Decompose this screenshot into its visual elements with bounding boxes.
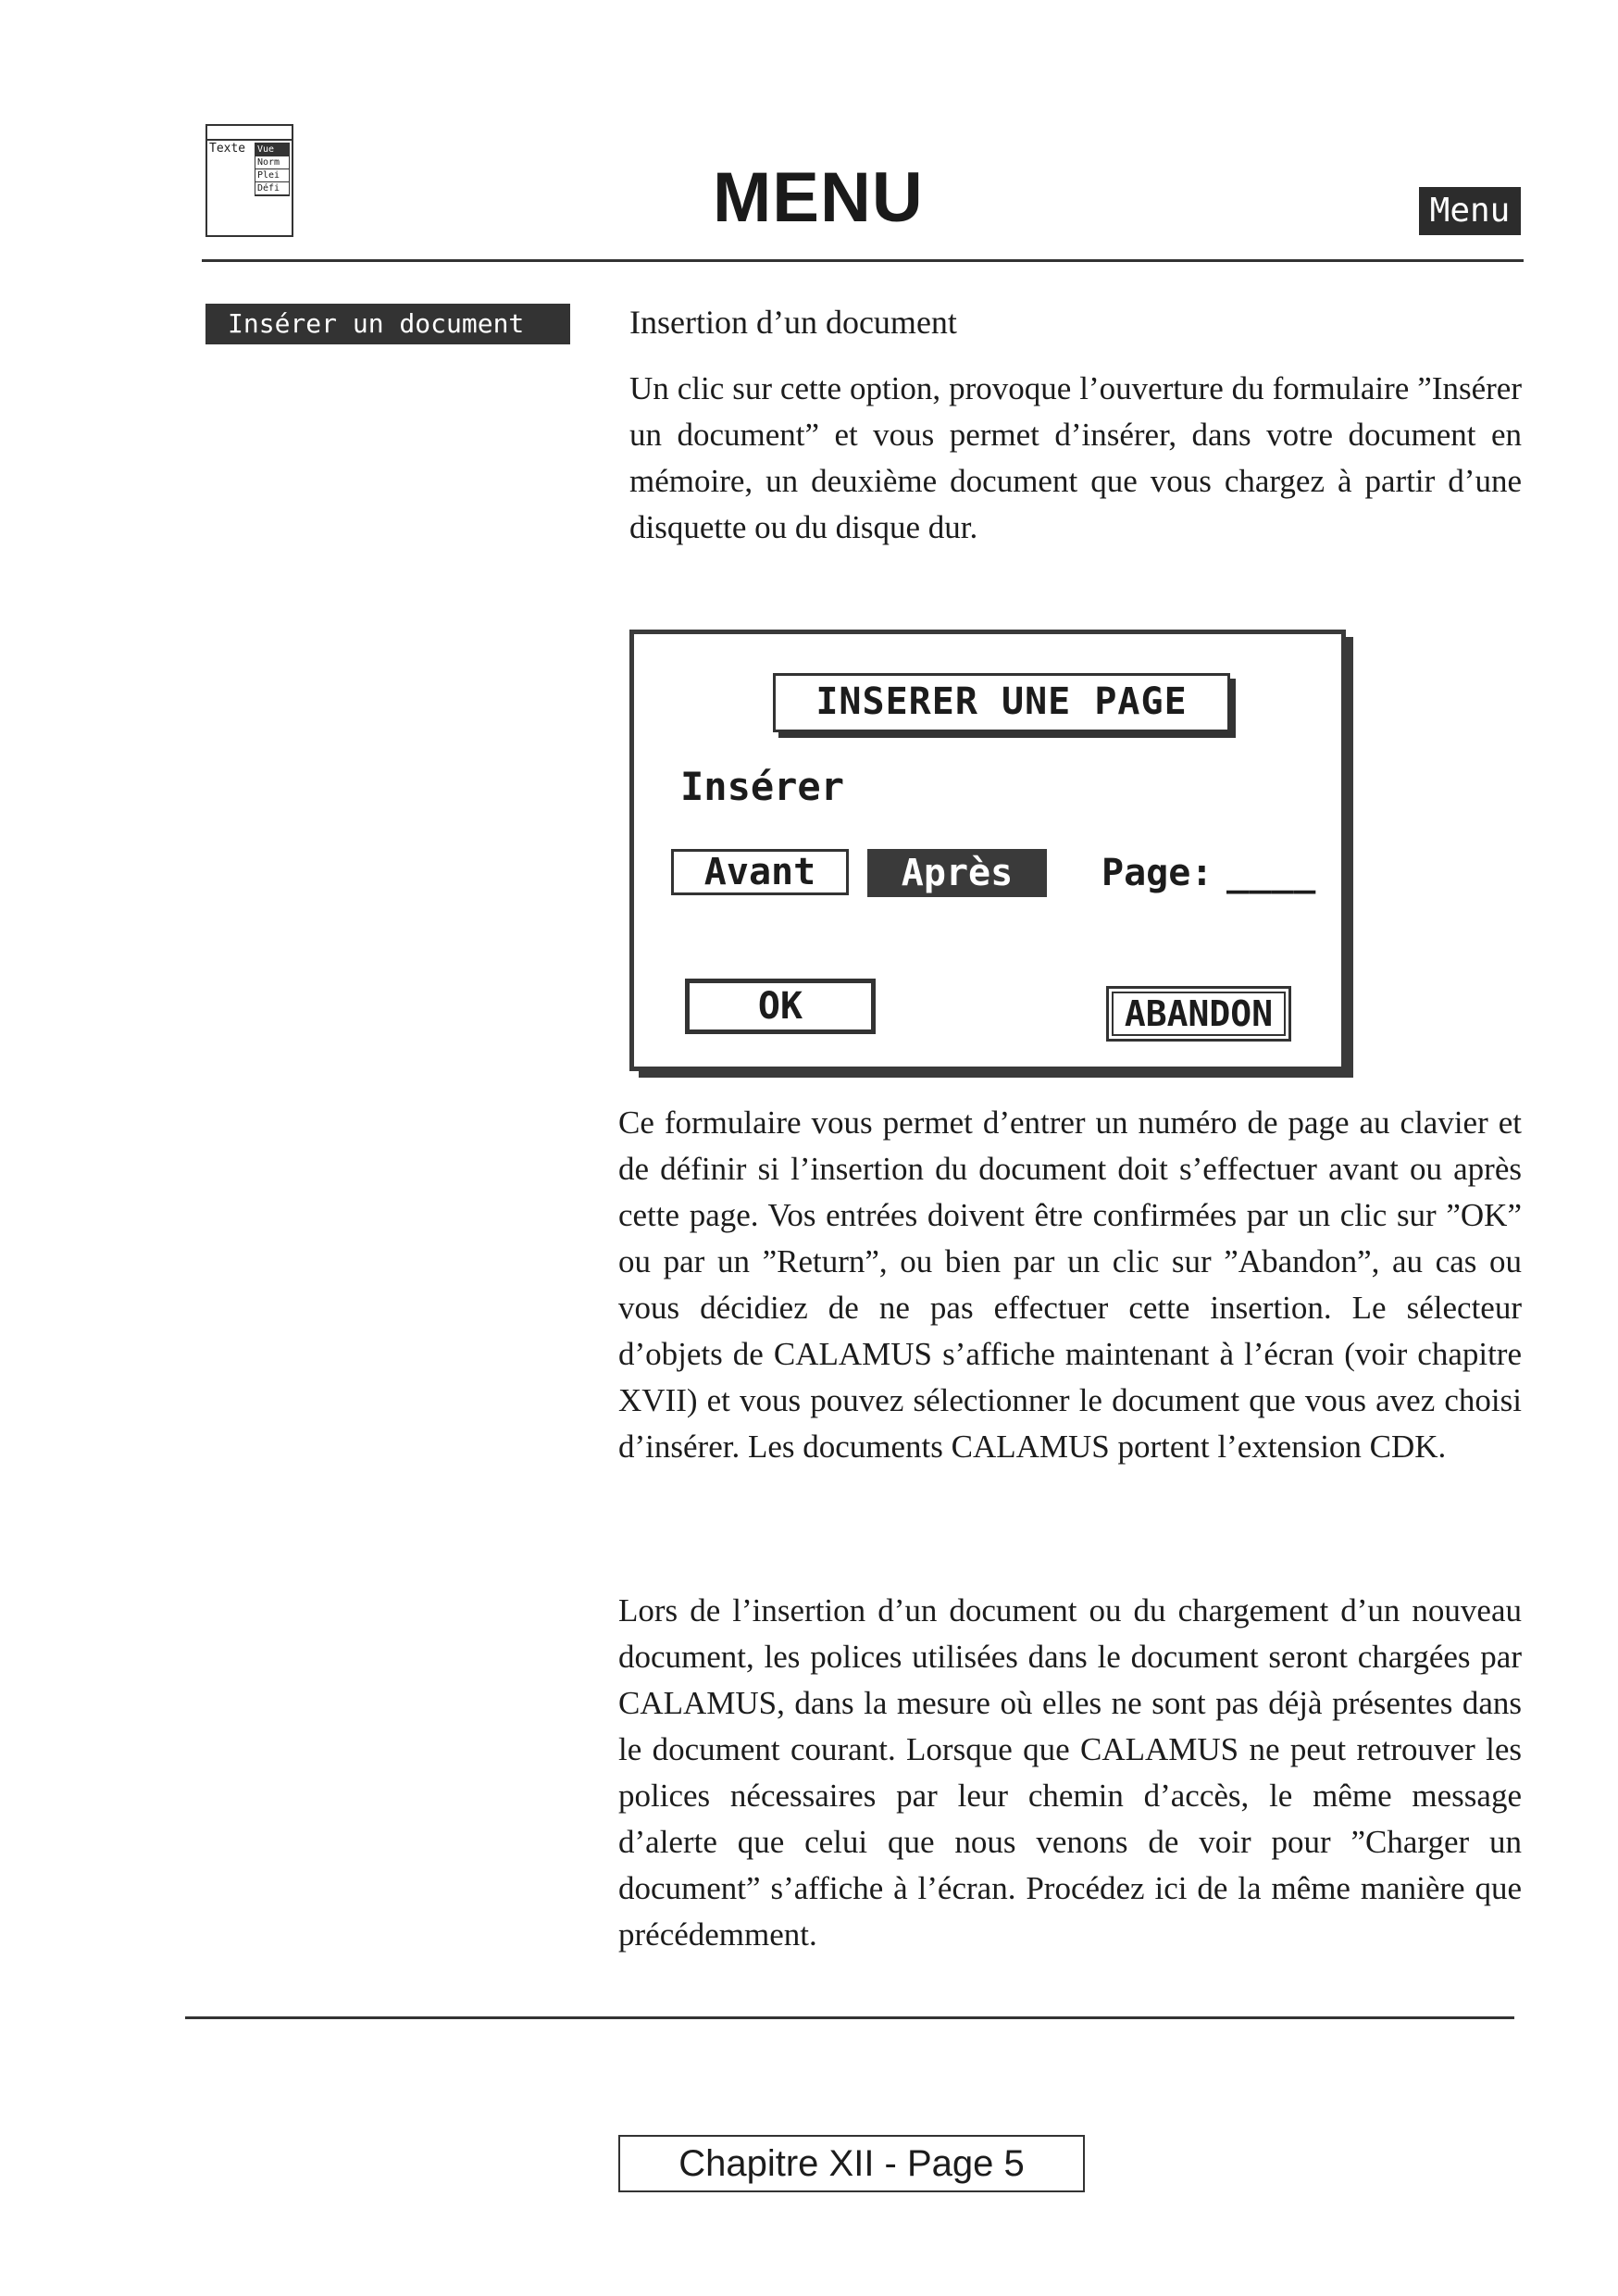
- section-title: Insertion d’un document: [629, 304, 957, 341]
- menu-icon-items: [255, 143, 290, 196]
- insert-label: Insérer: [680, 764, 845, 809]
- ok-button[interactable]: OK: [685, 979, 876, 1034]
- paragraph-form-description: Ce formulaire vous permet d’entrer un numéro de page au clavier et de définir si l’insertion du document doit s’effectuer avant ou après cette page. Vos entrées doivent être confirmées par un clic sur ”OK” ou par un ”Return”, ou bien par un clic sur ”Abandon”, au cas ou vous décidiez de ne pas effectuer cette insertion. Le sélecteur d’objets de CALAMUS s’affiche maintenant à l’écran (voir chapitre XVII) et vous pouvez sélectionner le document que vous avez choisi d’insérer. Les documents CALAMUS portent l’extension CDK.: [618, 1104, 1522, 1465]
- page-number-input[interactable]: ____: [1226, 852, 1316, 894]
- cancel-button[interactable]: ABANDON: [1106, 986, 1291, 1042]
- page-number-footer: Chapitre XII - Page 5: [618, 2135, 1085, 2192]
- paragraph-intro: Un clic sur cette option, provoque l’ouverture du formulaire ”Insérer un document” et vous permet d’insérer, dans votre document en mémoire, un deuxième document que vous chargez à partir d’une disquette ou du disque dur.: [629, 370, 1522, 545]
- before-button[interactable]: Avant: [671, 849, 849, 895]
- paragraph-fonts: Lors de l’insertion d’un document ou du chargement d’un nouveau document, les polices utilisées dans le document seront chargées par CALAMUS, dans la mesure où elles ne sont pas déjà présentes dans le document courant. Lorsque que CALAMUS ne peut retrouver les polices nécessaires par leur chemin d’accès, le même message d’alerte que celui que nous venons de voir pour ”Charger un document” s’affiche à l’écran. Procédez ici de la même manière que précédemment.: [618, 1592, 1522, 1953]
- menu-badge[interactable]: Menu: [1419, 187, 1521, 235]
- page-title: MENU: [713, 158, 924, 237]
- insert-page-dialog: [629, 630, 1346, 1071]
- menu-icon-item: Norm: [255, 156, 289, 169]
- menu-icon-item: Plei: [255, 169, 289, 182]
- sidebar-item-inserer-un-document[interactable]: Insérer un document: [205, 304, 570, 344]
- menu-bar-icon: [205, 124, 293, 237]
- after-button[interactable]: Après: [867, 849, 1047, 897]
- menu-icon-item: Défi: [255, 182, 289, 195]
- menu-icon-item: Vue: [255, 144, 289, 156]
- footer-divider: [185, 2016, 1514, 2019]
- dialog-title: INSERER UNE PAGE: [773, 673, 1230, 732]
- page-number-label: Page:: [1101, 852, 1214, 894]
- menu-icon-left-label: Texte: [209, 142, 246, 156]
- header-divider: [202, 259, 1524, 262]
